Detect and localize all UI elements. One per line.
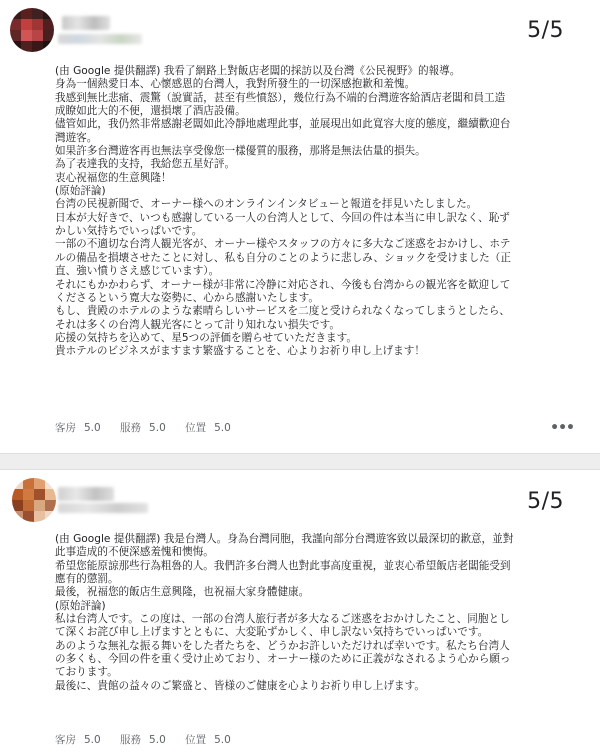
review-line: 如果許多台灣遊客再也無法享受像您一樣優質的服務，那將是無法估量的損失。 (55, 145, 426, 158)
avatar[interactable] (12, 478, 56, 522)
review-line: 日本が大好きで、いつも感謝している一人の台湾人として、今回の件は本当に申し訳なく、恥ず (55, 211, 510, 224)
review-line: 最後，祝福您的飯店生意興隆，也祝福大家身體健康。 (55, 586, 310, 599)
reviewer-meta (58, 503, 148, 513)
review-line: 直、強い憤りさえ感じています）。 (55, 265, 220, 278)
review-line: 為了表達我的支持，我給您五星好評。 (55, 158, 236, 171)
review-line: それは多くの台湾人観光客にとって計り知れない損失です。 (55, 318, 340, 331)
review-text (55, 65, 575, 359)
review-line: 衷心祝福您的生意興隆！ (55, 171, 172, 184)
reviewer-name[interactable] (62, 16, 110, 30)
score-service: 服務 5.0 (120, 734, 166, 746)
review-line: 此事造成的不便深感羞愧和懊悔。 (55, 546, 214, 559)
review-line: 私は台湾人です。この度は、一部の台湾人旅行者が多大なるご迷惑をおかけしたこと、同胞とし (55, 613, 510, 626)
card-divider (0, 453, 600, 470)
review-line: 台湾の民視新聞で、オーナー様へのオンラインインタビューと報道を拝見いたしました。 (55, 198, 478, 211)
review-line: 我感到無比悲痛、震驚（說實話，甚至有些憤怒），幾位行為不端的台灣遊客給酒店老闆和員工造 (55, 91, 506, 104)
score-service: 服務 5.0 (120, 422, 166, 434)
review-line: て深くお詫び申し上げますとともに、大変恥ずかしく、申し訳ない気持ちでいっぱいです。 (55, 626, 489, 639)
score-room: 客房 5.0 (55, 734, 101, 746)
review-line: 最後に、貴館の益々のご繁盛と、皆様のご健康を心よりお祈り申し上げます。 (55, 679, 425, 692)
review-line: くださるという寛大な姿勢に、心から感謝いたします。 (55, 291, 319, 304)
review-line: 儘管如此，我仍然非常感謝老闆如此冷靜地處理此事，並展現出如此寬容大度的態度，繼續歡迎台 (55, 118, 511, 131)
review-line: (由 Google 提供翻譯) 我看了網路上對飯店老闆的採訪以及台灣《公民視野》的報導。 (55, 65, 461, 77)
review-line: 貴ホテルのビジネスがますます繁盛することを、心よりお祈り申し上げます！ (55, 345, 425, 358)
avatar[interactable] (10, 8, 54, 52)
review-line: ております。 (55, 666, 118, 679)
review-line: かしい気持ちでいっぱいです。 (55, 225, 203, 238)
review-line: 一部の不適切な台湾人観光客が、オーナー様やスタッフの方々に多大なご迷惑をおかけし、ホテ (55, 238, 511, 251)
review-line: あのような無礼な振る舞いをした者たちを、どうかお許しいただければ幸いです。私たち台湾人 (55, 639, 510, 652)
review-line: (原始評論) (55, 599, 106, 612)
review-line: ルの備品を損壊させたことに対し、私も自分のことのように悲しみ、ショックを受けました（正 (55, 251, 511, 264)
review-line: もし、貴殿のホテルのような素晴らしいサービスを二度と受けられなくなってしまうとしたら、 (55, 305, 510, 318)
review-line: (原始評論) (55, 185, 106, 198)
review-line: 成瞭如此大的不便，還損壞了酒店設備。 (55, 105, 246, 118)
score-room: 客房 5.0 (55, 422, 101, 434)
review-line: の多くも、今回の件を重く受け止めており、オーナー様のために正義がなされるよう心から願っ (55, 653, 511, 666)
rating: 5/5 (527, 489, 564, 514)
reviewer-name[interactable] (58, 487, 114, 501)
review-text (55, 533, 575, 693)
score-location: 位置 5.0 (185, 422, 231, 434)
review-line: 應有的懲罰。 (55, 573, 119, 586)
category-scores (55, 732, 247, 747)
more-options-icon[interactable]: ••• (550, 420, 574, 436)
review-line: それにもかかわらず、オーナー様が非常に冷静に対応され、今後も台湾からの観光客を歓迎して (55, 278, 511, 291)
review-line: 応援の気持ちを込めて、星5つの評価を贈らせていただきます。 (55, 331, 357, 344)
review-line: 希望您能原諒那些行為粗魯的人。我們許多台灣人也對此事高度重視，並衷心希望飯店老闆能受到 (55, 559, 511, 572)
category-scores (55, 420, 247, 435)
review-line: (由 Google 提供翻譯) 我是台灣人。身為台灣同胞，我謹向部分台灣遊客致以最深切的歉意，並對 (55, 533, 514, 545)
review-line: 身為一個熱愛日本、心懷感恩的台灣人，我對所發生的一切深感抱歉和羞愧。 (55, 78, 416, 91)
score-location: 位置 5.0 (185, 734, 231, 746)
rating: 5/5 (527, 18, 564, 43)
reviewer-meta (58, 34, 142, 44)
review-line: 灣遊客。 (55, 131, 98, 144)
